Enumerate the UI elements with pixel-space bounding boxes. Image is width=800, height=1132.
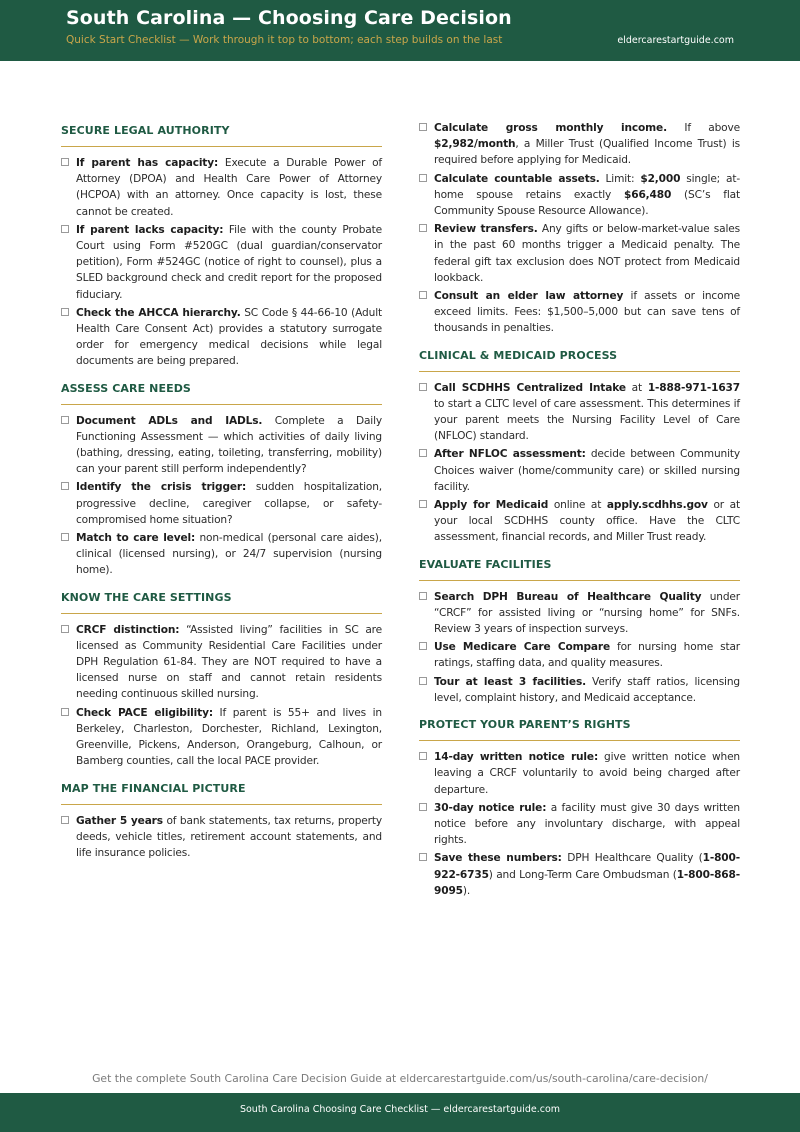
checkbox[interactable] <box>61 158 69 166</box>
section-title-clinical-medicaid-process: CLINICAL & MEDICAID PROCESS <box>419 345 740 372</box>
footer-bar <box>0 1093 800 1132</box>
checklist-item <box>61 479 382 528</box>
checkbox[interactable] <box>61 482 69 490</box>
checklist-item <box>61 813 382 862</box>
checkbox[interactable] <box>61 533 69 541</box>
checkbox[interactable] <box>419 383 427 391</box>
section-title-map-the-financial-picture: MAP THE FINANCIAL PICTURE <box>61 778 382 805</box>
item-label: $2,000 <box>640 172 681 185</box>
checklist-item <box>419 589 740 638</box>
item-label: Review transfers. <box>434 223 538 236</box>
checklist-item <box>419 639 740 671</box>
checkbox[interactable] <box>419 449 427 457</box>
checklist <box>61 813 382 862</box>
item-text: File with the county Probate Court using Form #520GC (dual guardian/conservator petition), Form #524GC (notice of right to counsel), plus a SLED background check and credit report for the proposed fiduciary. <box>76 223 382 301</box>
checklist-item <box>419 171 740 220</box>
checklist-item <box>419 497 740 546</box>
checkbox[interactable] <box>61 308 69 316</box>
item-text: Verify staff ratios, licensing level, complaint history, and Medicaid acceptance. <box>434 675 740 704</box>
item-label: 30-day notice rule: <box>434 801 547 814</box>
item-label: Call SCDHHS Centralized Intake <box>434 381 626 394</box>
checkbox[interactable] <box>61 225 69 233</box>
item-label: Apply for Medicaid <box>434 499 549 512</box>
item-text: give written notice when leaving a CRCF voluntarily to avoid being charged after departure. <box>434 751 740 796</box>
checklist-item <box>419 749 740 798</box>
checklist-item <box>419 446 740 495</box>
page-title: South Carolina — Choosing Care Decision <box>66 7 512 29</box>
item-label: Match to care level: <box>76 532 196 545</box>
checklist-item <box>419 850 740 899</box>
checkbox[interactable] <box>419 803 427 811</box>
item-label: $2,982/month <box>434 138 516 151</box>
item-label: Save these numbers: <box>434 852 562 865</box>
checklist-item <box>61 413 382 478</box>
item-label: 1-800-868-9095 <box>434 868 740 897</box>
checklist-item <box>419 674 740 706</box>
item-text: a facility must give 30 days written notice before any involuntary discharge, with appeal rights. <box>434 801 740 847</box>
checkbox[interactable] <box>61 416 69 424</box>
page-subtitle: Quick Start Checklist — Work through it top to bottom; each step builds on the last <box>66 34 503 46</box>
item-label: Gather 5 years <box>76 814 163 827</box>
item-label: Use Medicare Care Compare <box>434 641 611 654</box>
item-label: apply.scdhhs.gov <box>606 499 708 512</box>
checklist-item <box>419 800 740 849</box>
item-text: Complete a Daily Functioning Assessment — which activities of daily living (bathing, dressing, eating, toileting, transferring, mobility) can your parent still perform independently? <box>76 414 382 476</box>
checkbox[interactable] <box>419 642 427 650</box>
guide-link[interactable]: Get the complete South Carolina Care Decision Guide at eldercarestartguide.com/us/south-carolina/care-decision/ <box>92 1072 708 1085</box>
checklist-item <box>61 305 382 370</box>
checkbox[interactable] <box>419 500 427 508</box>
item-label: Search DPH Bureau of Healthcare Quality <box>434 590 702 603</box>
checkbox[interactable] <box>419 677 427 685</box>
checkbox[interactable] <box>419 174 427 182</box>
item-label: Identify the crisis trigger: <box>76 481 247 494</box>
item-text: “Assisted living” facilities in SC are licensed as Community Residential Care Facilities under DPH Regulation 61-84. They are NOT required to have a licensed nurse on staff and cannot retain residents needing continuous skilled nursing. <box>76 623 382 701</box>
page-header <box>0 0 800 61</box>
checklist-item <box>419 288 740 337</box>
section-title-secure-legal-authority: SECURE LEGAL AUTHORITY <box>61 120 382 147</box>
item-text: or at your local SCDHHS county office. Have the CLTC assessment, financial records, and Miller Trust ready. <box>434 499 740 544</box>
item-text: at <box>625 381 648 394</box>
item-label: 14-day written notice rule: <box>434 751 599 764</box>
item-text: ) and Long-Term Care Ombudsman ( <box>488 868 677 881</box>
section-title-evaluate-facilities: EVALUATE FACILITIES <box>419 554 740 581</box>
section-title-protect-your-parent-s-rights: PROTECT YOUR PARENT’S RIGHTS <box>419 714 740 741</box>
item-text: under “CRCF” for assisted living or “nursing home” for SNFs. Review 3 years of inspection surveys. <box>434 590 740 636</box>
item-label: Calculate countable assets. <box>434 172 600 185</box>
item-label: After NFLOC assessment: <box>434 448 586 461</box>
section-title-assess-care-needs: ASSESS CARE NEEDS <box>61 378 382 405</box>
item-label: If parent has capacity: <box>76 157 219 169</box>
checklist <box>419 589 740 706</box>
checklist <box>419 380 740 546</box>
checkbox[interactable] <box>419 853 427 861</box>
item-text: SC Code § 44-66-10 (Adult Health Care Consent Act) provides a statutory surrogate order for emergency medical decisions while legal documents are being prepared. <box>76 306 382 368</box>
checkbox[interactable] <box>61 816 69 824</box>
item-label: $66,480 <box>624 188 672 201</box>
item-label: 1-800-922-6735 <box>434 852 740 881</box>
checkbox[interactable] <box>419 123 427 131</box>
item-text: If above <box>666 122 740 134</box>
item-text: DPH Healthcare Quality ( <box>561 852 703 865</box>
checklist-item <box>61 155 382 220</box>
item-text: (SC’s flat Community Spouse Resource Allowance). <box>434 188 741 218</box>
checklist <box>61 413 382 579</box>
item-text: Any gifts or below-market-value sales in the past 60 months trigger a Medicaid penalty. The federal gift tax exclusion does NOT protect from Medicaid lookback. <box>434 223 740 284</box>
footer-text: South Carolina Choosing Care Checklist — eldercarestartguide.com <box>239 1104 561 1115</box>
item-label: Tour at least 3 facilities. <box>434 675 586 688</box>
item-label: CRCF distinction: <box>76 623 180 636</box>
checklist <box>61 155 382 370</box>
checklist-item <box>419 221 740 286</box>
checklist-item <box>61 222 382 303</box>
item-text: If parent is 55+ and lives in Berkeley, Charleston, Dorchester, Richland, Lexington, Greenville, Pickens, Anderson, Orangeburg, Calhoun, or Bamberg counties, call the local PACE provider. <box>76 706 382 768</box>
item-label: Consult an elder law attorney <box>434 290 624 303</box>
checklist-item <box>61 530 382 579</box>
item-label: Document ADLs and IADLs. <box>76 414 263 427</box>
item-text: single; at-home spouse retains exactly <box>434 172 741 201</box>
item-label: Calculate gross monthly income. <box>434 122 667 134</box>
right-column <box>419 120 740 907</box>
item-label: If parent lacks capacity: <box>76 223 224 236</box>
checkbox[interactable] <box>419 224 427 232</box>
checklist <box>419 120 740 337</box>
item-text: online at <box>548 499 607 512</box>
checklist-item <box>419 120 740 169</box>
item-label: 1-888-971-1637 <box>647 381 741 394</box>
item-text: of bank statements, tax returns, property deeds, vehicle titles, retirement account statements, and life insurance policies. <box>76 814 382 859</box>
checkbox[interactable] <box>61 625 69 633</box>
left-column <box>61 120 382 869</box>
item-text: if assets or income exceed limits. Fees: $1,500–5,000 but can save tens of thousands in penalties. <box>434 290 740 335</box>
section-title-know-the-care-settings: KNOW THE CARE SETTINGS <box>61 587 382 614</box>
checkbox[interactable] <box>419 752 427 760</box>
item-text: for nursing home star ratings, staffing data, and quality measures. <box>434 641 740 670</box>
item-text: sudden hospitalization, progressive decline, caregiver collapse, or safety-compromised home situation? <box>76 481 382 526</box>
checkbox[interactable] <box>419 592 427 600</box>
item-label: Check PACE eligibility: <box>76 706 213 719</box>
checklist-item <box>61 705 382 770</box>
checklist <box>61 622 382 770</box>
checklist-item <box>61 622 382 703</box>
item-text: decide between Community Choices waiver (home/community care) or skilled nursing facility. <box>434 448 740 493</box>
checkbox[interactable] <box>61 708 69 716</box>
checklist-item <box>419 380 740 445</box>
item-text: to start a CLTC level of care assessment. This determines if your parent meets the Nursing Facility Level of Care (NFLOC) standard. <box>434 397 740 443</box>
item-text: ). <box>462 884 471 897</box>
item-label: Check the AHCCA hierarchy. <box>76 306 241 319</box>
item-text: , a Miller Trust (Qualified Income Trust) is required before applying for Medicaid. <box>434 138 740 167</box>
item-text: non-medical (personal care aides), clinical (licensed nursing), or 24/7 supervision (nursing home). <box>76 532 382 577</box>
checklist <box>419 749 740 899</box>
item-text: Execute a Durable Power of Attorney (DPOA) and Health Care Power of Attorney (HCPOA) with an attorney. Once capacity is lost, these cannot be created. <box>76 157 383 218</box>
item-text: Limit: <box>599 172 641 185</box>
site-link[interactable]: eldercarestartguide.com <box>617 35 734 46</box>
checkbox[interactable] <box>419 291 427 299</box>
